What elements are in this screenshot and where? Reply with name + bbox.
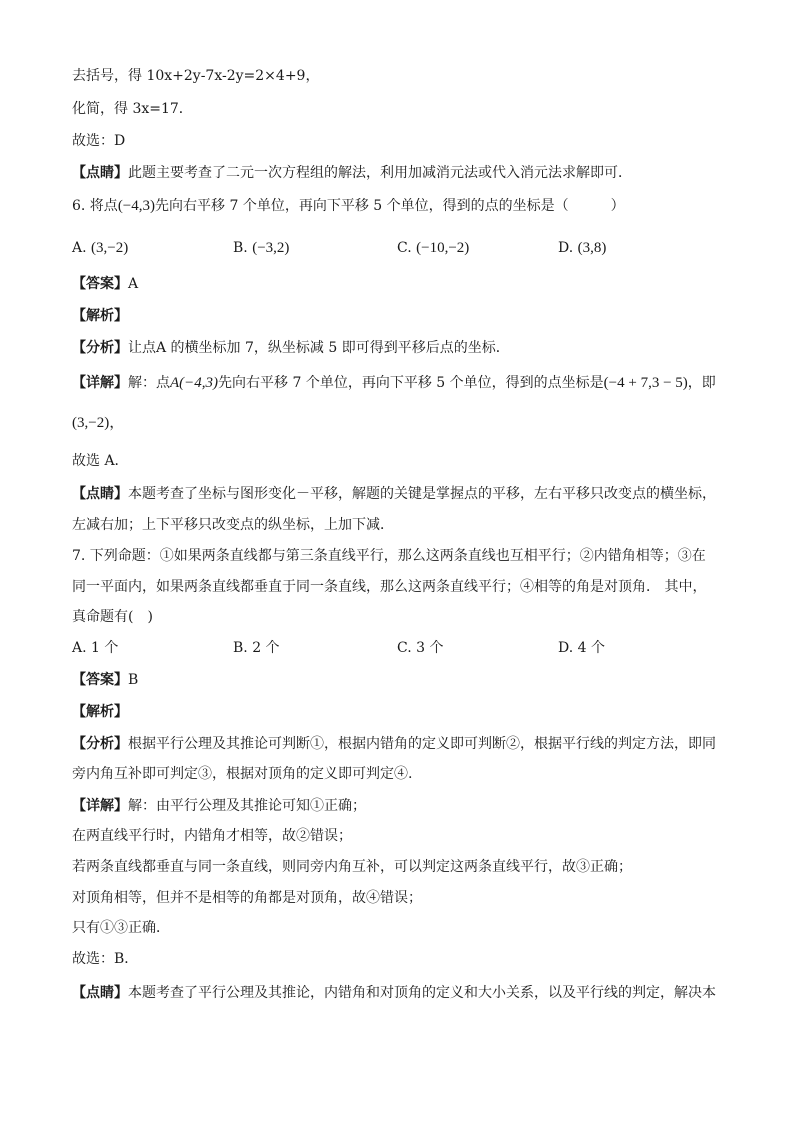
- analysis-heading: 【解析】: [72, 704, 128, 720]
- analysis-line: 旁内角互补即可判定③，根据对顶角的定义即可判定④.: [72, 766, 413, 782]
- text-line: 去括号，得 10x+2y-7x-2y=2×4+9，: [72, 68, 320, 84]
- comment-text: 本题考查了坐标与图形变化－平移，解题的关键是掌握点的平移，左右平移只改变点的横坐标，: [128, 486, 716, 502]
- question-7-stem: 真命题有( ): [72, 609, 153, 625]
- detail-line: 对顶角相等，但并不是相等的角都是对顶角，故④错误；: [72, 890, 422, 906]
- math-expression: (−4 + 7,3 − 5): [603, 375, 688, 391]
- comment-text: 此题主要考查了二元一次方程组的解法，利用加减消元法或代入消元法求解即可．: [128, 165, 632, 181]
- choose-line: 故选 A．: [72, 453, 129, 469]
- choose-line: 故选：B．: [72, 951, 139, 967]
- detail-tag: 【详解】: [72, 375, 128, 391]
- analysis-tag: 【分析】: [72, 340, 128, 356]
- math-point: (−4,3): [117, 198, 156, 214]
- analysis-tag: 【分析】: [72, 736, 128, 752]
- answer-line: [72, 274, 138, 294]
- option-c: C. 3 个: [397, 640, 444, 656]
- answer-line: [72, 670, 138, 690]
- detail-result: (3,−2)，: [72, 415, 125, 431]
- detail-line: 若两条直线都垂直与同一条直线，则同旁内角互补，可以判定这两条直线平行，故③正确；: [72, 859, 632, 875]
- option-a: A. (3,−2): [72, 240, 129, 256]
- comment-line: [72, 484, 716, 504]
- answer-tag: 【答案】: [72, 672, 128, 688]
- question-6-stem: [72, 196, 625, 216]
- comment-line: [72, 983, 716, 1003]
- option-b: B. 2 个: [233, 640, 280, 656]
- detail-tag: 【详解】: [72, 798, 128, 814]
- analysis-text: 让点A 的横坐标加 7，纵坐标减 5 即可得到平移后点的坐标．: [128, 340, 510, 356]
- stem-text: 6. 将点: [72, 198, 118, 214]
- option-b: B. (−3,2): [233, 240, 290, 256]
- detail-text: 解：由平行公理及其推论可知①正确；: [128, 798, 366, 814]
- analysis-heading: 【解析】: [72, 308, 128, 324]
- math-point: A(−4,3): [170, 375, 219, 391]
- comment-line: 左减右加；上下平移只改变点的纵坐标，上加下减．: [72, 517, 394, 533]
- detail-line: 【详解】解：点A(−4,3)先向右平移 7 个单位，再向下平移 5 个单位，得到的点坐标是(−4 + 7,3 − 5)，即: [72, 375, 716, 391]
- stem-text: 先向右平移 7 个单位，再向下平移 5 个单位，得到的点的坐标是（ ）: [155, 198, 625, 214]
- question-7-stem: 同一平面内，如果两条直线都垂直于同一条直线，那么这两条直线平行；④相等的角是对顶角． 其中，: [72, 579, 707, 595]
- option-d: D. 4 个: [558, 640, 605, 656]
- answer-value: B: [128, 672, 139, 688]
- comment-tag: 【点睛】: [72, 486, 128, 502]
- text-line: [72, 163, 632, 183]
- option-a: A. 1 个: [72, 640, 119, 656]
- detail-line: [72, 796, 366, 816]
- text-line: 故选：D: [72, 133, 126, 149]
- option-c: C. (−10,−2): [397, 240, 470, 256]
- detail-line: 只有①③正确．: [72, 920, 170, 936]
- comment-tag: 【点睛】: [72, 165, 128, 181]
- analysis-line: [72, 338, 510, 358]
- answer-tag: 【答案】: [72, 276, 128, 292]
- analysis-line: [72, 734, 716, 754]
- analysis-text: 根据平行公理及其推论可判断①，根据内错角的定义即可判断②，根据平行线的判定方法，即同: [128, 736, 716, 752]
- answer-value: A: [128, 276, 139, 292]
- comment-tag: 【点睛】: [72, 985, 128, 1001]
- comment-text: 本题考查了平行公理及其推论，内错角和对顶角的定义和大小关系，以及平行线的判定，解决本: [128, 985, 716, 1001]
- option-d: D. (3,8): [558, 240, 607, 256]
- text-line: 化简，得 3x=17．: [72, 101, 193, 117]
- question-7-stem: 7. 下列命题：①如果两条直线都与第三条直线平行，那么这两条直线也互相平行；②内错角相等；③在: [72, 548, 706, 564]
- detail-line: 在两直线平行时，内错角才相等，故②错误；: [72, 828, 352, 844]
